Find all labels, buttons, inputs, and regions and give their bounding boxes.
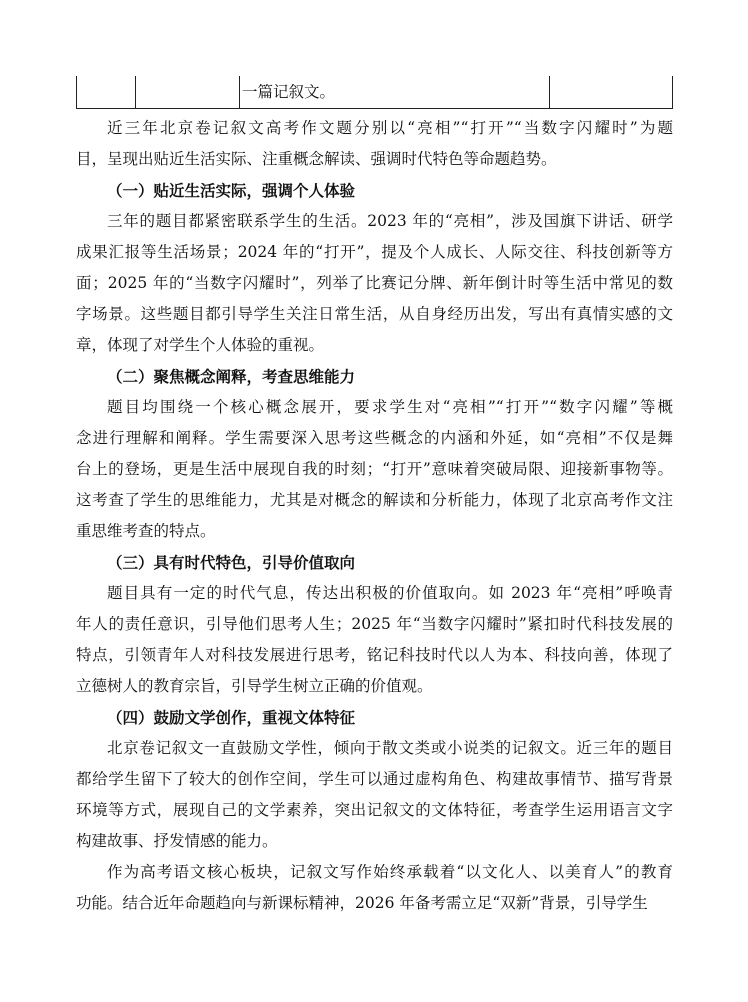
document-body bbox=[76, 113, 673, 919]
paragraph-line: 功能。结合近年命题趋向与新课标精神，2026 年备考需立足“双新”背景，引导学生 bbox=[76, 894, 648, 912]
table-column-divider bbox=[549, 76, 550, 108]
paragraph bbox=[76, 733, 673, 857]
paragraph-line: 台上的登场，更是生活中展现自我的时刻；“打开”意味着突破局限、迎接新事物等。 bbox=[76, 460, 673, 478]
paragraph-line: 构建故事、抒发情感的能力。 bbox=[76, 832, 278, 850]
paragraph bbox=[76, 206, 673, 361]
paragraph-line: 三年的题目都紧密联系学生的生活。2023 年的“亮相”，涉及国旗下讲话、研学 bbox=[107, 212, 673, 230]
paragraph-line: 年人的责任意识，引导他们思考人生；2025 年“当数字闪耀时”紧扣时代科技发展的 bbox=[76, 615, 673, 633]
heading-text: （二）聚焦概念阐释，考查思维能力 bbox=[107, 367, 356, 386]
paragraph-line: 题目均围绕一个核心概念展开，要求学生对“亮相”“打开”“数字闪耀”等概 bbox=[107, 398, 673, 416]
paragraph-line: 目，呈现出贴近生活实际、注重概念解读、强调时代特色等命题趋势。 bbox=[76, 150, 557, 168]
paragraph-line: 特点，引领青年人对科技发展进行思考，铭记科技时代以人为本、科技向善，体现了 bbox=[76, 646, 673, 664]
paragraph-line: 字场景。这些题目都引导学生关注日常生活，从自身经历出发，写出有真情实感的文 bbox=[76, 305, 673, 323]
paragraph-line: 作为高考语文核心板块，记叙文写作始终承载着“以文化人、以美育人”的教育 bbox=[107, 863, 673, 881]
paragraph-line: 面；2025 年的“当数字闪耀时”，列举了比赛记分牌、新年倒计时等生活中常见的数 bbox=[76, 274, 673, 292]
paragraph-line: 成果汇报等生活场景；2024 年的“打开”，提及个人成长、人际交往、科技创新等方 bbox=[76, 243, 673, 261]
paragraph-line: 念进行理解和阐释。学生需要深入思考这些概念的内涵和外延，如“亮相”不仅是舞 bbox=[76, 429, 673, 447]
paragraph bbox=[76, 578, 673, 702]
heading-text: （三）具有时代特色，引导价值取向 bbox=[107, 553, 356, 572]
paragraph-line: 环境等方式，展现自己的文学素养，突出记叙文的文体特征，考查学生运用语言文字 bbox=[76, 801, 673, 819]
paragraph bbox=[76, 857, 673, 919]
heading-text: （一）贴近生活实际，强调个人体验 bbox=[107, 181, 356, 200]
paragraph-line: 近三年北京卷记叙文高考作文题分别以“亮相”“打开”“当数字闪耀时”为题 bbox=[107, 119, 673, 137]
section-heading bbox=[76, 175, 673, 206]
section-heading bbox=[76, 702, 673, 733]
table-column-divider bbox=[239, 76, 240, 108]
paragraph-line: 都给学生留下了较大的创作空间，学生可以通过虚构角色、构建故事情节、描写背景 bbox=[76, 770, 673, 788]
paragraph-line: 章，体现了对学生个人体验的重视。 bbox=[76, 336, 325, 354]
section-heading bbox=[76, 547, 673, 578]
paragraph-line: 北京卷记叙文一直鼓励文学性，倾向于散文类或小说类的记叙文。近三年的题目 bbox=[107, 739, 673, 757]
table-cell-text: 一篇记叙文。 bbox=[242, 83, 336, 101]
table-row-fragment bbox=[76, 76, 673, 109]
paragraph bbox=[76, 392, 673, 547]
paragraph-line: 这考查了学生的思维能力，尤其是对概念的解读和分析能力，体现了北京高考作文注 bbox=[76, 491, 673, 509]
paragraph bbox=[76, 113, 673, 175]
section-heading bbox=[76, 361, 673, 392]
heading-text: （四）鼓励文学创作，重视文体特征 bbox=[107, 708, 356, 727]
table-column-divider bbox=[135, 76, 136, 108]
paragraph-line: 重思维考查的特点。 bbox=[76, 522, 216, 540]
paragraph-line: 题目具有一定的时代气息，传达出积极的价值取向。如 2023 年“亮相”呼唤青 bbox=[107, 584, 673, 602]
paragraph-line: 立德树人的教育宗旨，引导学生树立正确的价值观。 bbox=[76, 677, 433, 695]
